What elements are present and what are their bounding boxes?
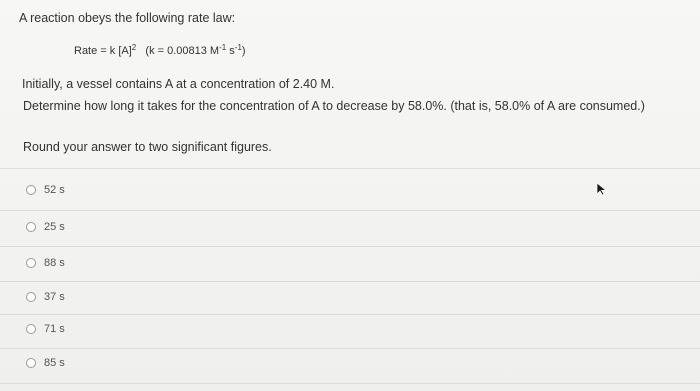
- rate-law: [74, 43, 246, 57]
- answer-option-1[interactable]: [26, 179, 65, 201]
- radio-button[interactable]: [26, 222, 36, 232]
- rate-constant-prefix: (k = 0.00813 M: [145, 45, 220, 57]
- answer-option-label: 71 s: [44, 323, 65, 335]
- rate-constant-suffix: ): [241, 45, 246, 57]
- radio-button[interactable]: [26, 324, 36, 334]
- question-rounding-instruction: Round your answer to two significant figures.: [23, 140, 272, 154]
- rate-law-exponent: 2: [131, 43, 137, 52]
- mouse-cursor-icon: [596, 182, 608, 196]
- divider: [0, 246, 700, 247]
- question-prompt: Determine how long it takes for the concentration of A to decrease by 58.0%. (that is, 58.0% of A are consumed.): [23, 99, 645, 113]
- answer-option-4[interactable]: [26, 286, 65, 308]
- radio-button[interactable]: [26, 292, 36, 302]
- answer-options: [0, 168, 700, 391]
- rate-constant-exp-m: -1: [219, 43, 227, 52]
- divider: [0, 383, 700, 384]
- rate-constant-exp-s: -1: [234, 43, 242, 52]
- radio-button[interactable]: [26, 185, 36, 195]
- divider: [0, 314, 700, 315]
- question-intro: A reaction obeys the following rate law:: [19, 11, 236, 25]
- rate-constant-unit-s: s: [226, 45, 235, 57]
- answer-option-6[interactable]: [26, 352, 65, 374]
- answer-option-label: 25 s: [44, 221, 65, 233]
- answer-option-label: 37 s: [44, 291, 65, 303]
- radio-button[interactable]: [26, 258, 36, 268]
- divider: [0, 281, 700, 282]
- divider: [0, 210, 700, 211]
- answer-option-label: 85 s: [44, 357, 65, 369]
- question-panel: [0, 0, 700, 168]
- radio-button[interactable]: [26, 358, 36, 368]
- question-initial-condition: Initially, a vessel contains A at a concentration of 2.40 M.: [22, 77, 335, 91]
- answer-option-label: 88 s: [44, 257, 65, 269]
- divider: [0, 348, 700, 349]
- answer-option-3[interactable]: [26, 252, 65, 274]
- answer-option-label: 52 s: [44, 184, 65, 196]
- rate-law-prefix: Rate = k [A]: [74, 45, 132, 57]
- answer-option-2[interactable]: [26, 216, 65, 238]
- answer-option-5[interactable]: [26, 318, 65, 340]
